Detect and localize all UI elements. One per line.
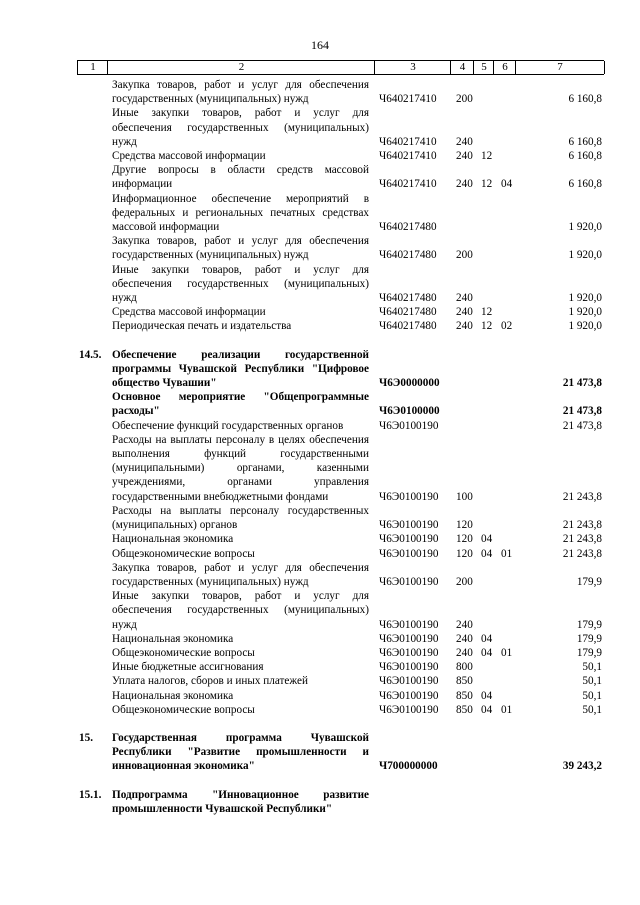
section-code: 04 [481,689,493,702]
row-amount: 6 160,8 [568,178,602,191]
target-article-code: Ч640217410 [379,93,437,106]
expense-type-code: 850 [456,675,473,688]
row-name: Государственная программа Чувашской Республики "Развитие промышленности и инновационная экономика" [112,731,369,773]
target-article-code: Ч6Э0100000 [379,405,440,418]
section-code: 12 [481,320,493,333]
row-amount: 21 473,8 [562,405,602,418]
column-header-6: 6 [493,61,516,74]
target-article-code: Ч6Э0100190 [379,519,439,532]
row-name: Уплата налогов, сборов и иных платежей [112,675,308,688]
row-number: 15.1. [79,788,102,801]
table-row [0,163,640,191]
table-row [0,106,640,149]
row-name: Общеэкономические вопросы [112,547,255,560]
expense-type-code: 200 [456,93,473,106]
row-amount: 21 473,8 [562,419,602,432]
section-code: 04 [481,533,493,546]
table-row [0,419,640,433]
target-article-code: Ч640217480 [379,320,437,333]
subsection-code: 01 [501,646,513,659]
spacer-row [0,717,640,731]
column-header-3: 3 [374,61,451,74]
table-row [0,547,640,561]
row-amount: 50,1 [582,703,602,716]
row-amount: 179,9 [576,646,602,659]
table-row [0,504,640,532]
section-code: 04 [481,547,493,560]
target-article-code: Ч6Э0100190 [379,575,439,588]
target-article-code: Ч640217480 [379,249,437,262]
table-row [0,305,640,319]
row-name: Закупка товаров, работ и услуг для обеспечения государственных (муниципальных) нужд [112,235,369,262]
table-row [0,319,640,333]
row-name: Информационное обеспечение мероприятий в федеральных и региональных печатных средствах массовой информации [112,192,369,234]
column-header-4: 4 [450,61,474,74]
target-article-code: Ч6Э0100190 [379,646,439,659]
target-article-code: Ч640217410 [379,150,437,163]
column-header-2: 2 [107,61,375,74]
spacer-row [0,774,640,788]
target-article-code: Ч640217410 [379,178,437,191]
target-article-code: Ч640217480 [379,292,437,305]
expense-type-code: 120 [456,533,473,546]
table-row [0,731,640,774]
row-amount: 21 243,8 [562,490,602,503]
target-article-code: Ч6Э0100190 [379,661,439,674]
table-row [0,561,640,589]
row-name: Расходы на выплаты персоналу в целях обеспечения выполнения функций государственными (муниципальными) органами, казенными учреждениями, органами управления государственными внебюджетными фондами [112,433,369,503]
expense-type-code: 240 [456,618,473,631]
row-amount: 179,9 [576,632,602,645]
section-code: 12 [481,150,493,163]
row-amount: 6 160,8 [568,150,602,163]
row-name: Общеэкономические вопросы [112,646,255,659]
row-amount: 21 243,8 [562,533,602,546]
row-amount: 50,1 [582,661,602,674]
table-row [0,390,640,418]
row-amount: 1 920,0 [568,320,602,333]
row-amount: 1 920,0 [568,292,602,305]
expense-type-code: 100 [456,490,473,503]
table-row [0,149,640,163]
table-row [0,192,640,235]
expense-type-code: 120 [456,547,473,560]
row-name: Национальная экономика [112,632,234,645]
row-number: 15. [79,731,93,744]
target-article-code: Ч640217480 [379,306,437,319]
row-amount: 50,1 [582,689,602,702]
target-article-code: Ч6Э0100190 [379,689,439,702]
table-row [0,348,640,391]
table-header [77,60,604,75]
table-row [0,689,640,703]
row-amount: 21 243,8 [562,547,602,560]
target-article-code: Ч6Э0100190 [379,419,439,432]
row-amount: 1 920,0 [568,221,602,234]
expense-type-code: 240 [456,150,473,163]
row-name: Подпрограмма "Инновационное развитие промышленности Чувашской Республики" [112,788,369,815]
expense-type-code: 800 [456,661,473,674]
target-article-code: Ч6Э0100190 [379,618,439,631]
row-name: Иные закупки товаров, работ и услуг для обеспечения государственных (муниципальных) нужд [112,590,369,631]
row-name: Периодическая печать и издательства [112,320,292,333]
row-name: Основное мероприятие "Общепрограммные расходы" [112,391,369,418]
expense-type-code: 240 [456,632,473,645]
table-row [0,532,640,546]
target-article-code: Ч640217480 [379,221,437,234]
subsection-code: 02 [501,320,513,333]
column-header-7: 7 [515,61,605,74]
row-amount: 39 243,2 [562,760,602,773]
table-row [0,263,640,306]
spacer-row [0,334,640,348]
target-article-code: Ч6Э0000000 [379,377,440,390]
target-article-code: Ч6Э0100190 [379,632,439,645]
row-amount: 179,9 [576,575,602,588]
page-number: 164 [311,38,329,52]
row-name: Национальная экономика [112,533,234,546]
expense-type-code: 240 [456,320,473,333]
expense-type-code: 200 [456,249,473,262]
row-amount: 1 920,0 [568,249,602,262]
row-name: Закупка товаров, работ и услуг для обеспечения государственных (муниципальных) нужд [112,561,369,588]
row-name: Другие вопросы в области средств массовой информации [112,164,369,191]
expense-type-code: 240 [456,135,473,148]
target-article-code: Ч700000000 [379,760,438,773]
row-amount: 179,9 [576,618,602,631]
table-row [0,646,640,660]
expense-type-code: 200 [456,575,473,588]
row-name: Общеэкономические вопросы [112,703,255,716]
subsection-code: 01 [501,703,513,716]
table-row [0,788,640,816]
row-name: Обеспечение функций государственных органов [112,419,344,432]
expense-type-code: 240 [456,646,473,659]
section-code: 12 [481,306,493,319]
row-name: Расходы на выплаты персоналу государственных (муниципальных) органов [112,504,369,532]
table-row [0,78,640,106]
row-name: Национальная экономика [112,689,234,702]
row-name: Иные закупки товаров, работ и услуг для обеспечения государственных (муниципальных) нужд [112,107,369,148]
target-article-code: Ч6Э0100190 [379,533,439,546]
expense-type-code: 120 [456,519,473,532]
expense-type-code: 850 [456,689,473,702]
row-name: Обеспечение реализации государственной программы Чувашской Республики "Цифровое общество Чувашии" [112,348,369,390]
table-row [0,589,640,632]
target-article-code: Ч6Э0100190 [379,547,439,560]
column-header-5: 5 [473,61,494,74]
column-header-1: 1 [77,61,108,74]
row-amount: 6 160,8 [568,135,602,148]
table-row [0,433,640,504]
table-row [0,674,640,688]
section-code: 04 [481,703,493,716]
row-name: Иные закупки товаров, работ и услуг для обеспечения государственных (муниципальных) нужд [112,263,369,305]
expense-type-code: 240 [456,178,473,191]
target-article-code: Ч6Э0100190 [379,703,439,716]
section-code: 12 [481,178,493,191]
row-number: 14.5. [79,348,102,361]
row-amount: 21 243,8 [562,519,602,532]
row-amount: 21 473,8 [562,377,602,390]
row-name: Средства массовой информации [112,150,266,163]
section-code: 04 [481,646,493,659]
target-article-code: Ч6Э0100190 [379,675,439,688]
section-code: 04 [481,632,493,645]
row-name: Закупка товаров, работ и услуг для обеспечения государственных (муниципальных) нужд [112,79,369,106]
expense-type-code: 240 [456,292,473,305]
row-amount: 50,1 [582,675,602,688]
table-row [0,632,640,646]
budget-table-body [0,78,640,816]
expense-type-code: 240 [456,306,473,319]
row-amount: 6 160,8 [568,93,602,106]
expense-type-code: 850 [456,703,473,716]
target-article-code: Ч640217410 [379,135,437,148]
subsection-code: 04 [501,178,513,191]
subsection-code: 01 [501,547,513,560]
table-row [0,660,640,674]
table-row [0,234,640,262]
table-row [0,703,640,717]
target-article-code: Ч6Э0100190 [379,490,439,503]
row-name: Иные бюджетные ассигнования [112,661,264,674]
row-amount: 1 920,0 [568,306,602,319]
row-name: Средства массовой информации [112,306,266,319]
